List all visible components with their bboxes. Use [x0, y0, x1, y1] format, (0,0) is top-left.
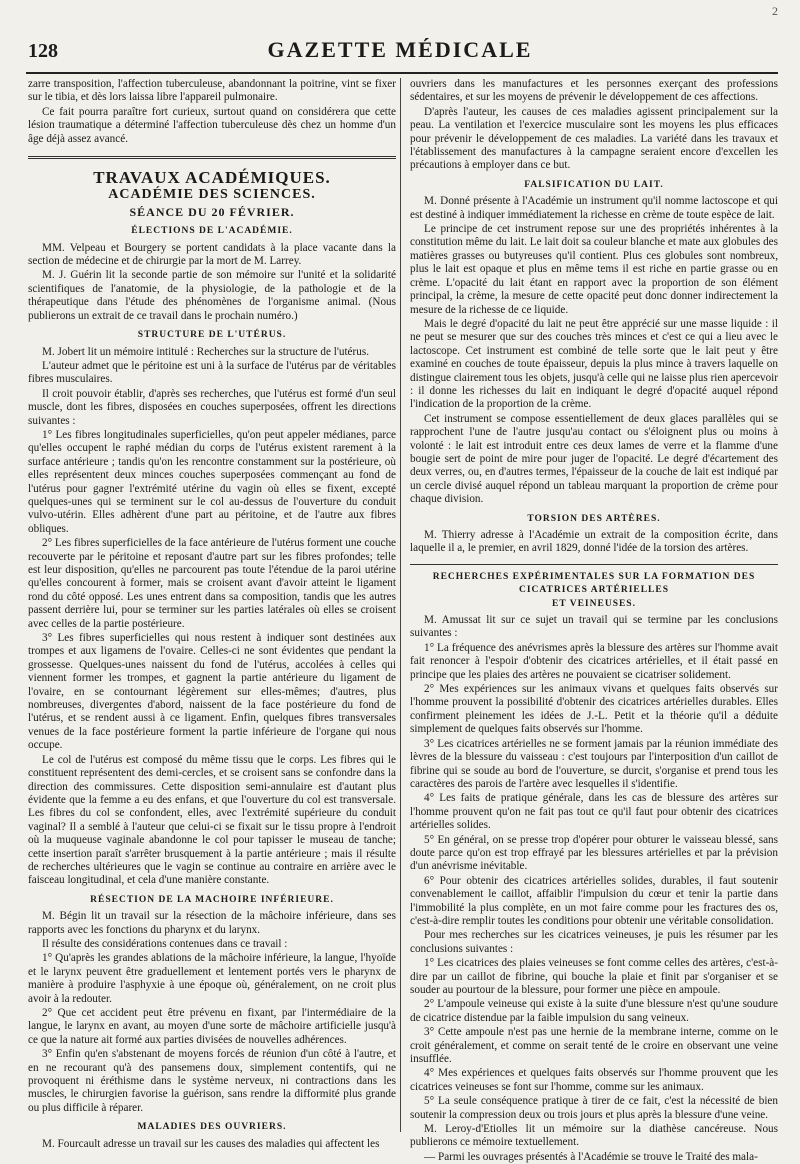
right-column [410, 78, 778, 1163]
paragraph: Cet instrument se compose essentiellement de deux glaces parallèles qui se rapprochent l'une de l'autre jusqu'au contact ou s'éloignent plus ou moins à volonté : le lait est introduit entre ces deux lames de verre et la flamme d'une bougie sert de point de mire pour juger de l'opacité. Le degré d'écartement des deux verres, ou, en d'autres termes, l'épaisseur de la couche de lait est indiqué par un cercle divisé auquel répond un tableau marquant la proportion de crème pour chaque division. [410, 412, 778, 506]
paragraph: 2° Que cet accident peut être prévenu en fixant, par l'intermédiaire de la langue, le larynx en avant, au moyen d'une sorte de mâchoire artificielle jusqu'à ce que la nature ait formé aux parties divisées de nouvelles adhérences. [28, 1007, 396, 1046]
section-divider [28, 156, 396, 159]
paragraph: 2° L'ampoule veineuse qui existe à la suite d'une blessure n'est qu'une soudure de cicatrice distendue par la faible impulsion du sang veineux. [410, 998, 778, 1024]
paragraph: M. Donné présente à l'Académie un instrument qu'il nomme lactoscope et qui est destiné à indiquer immédiatement la richesse en crème de toute espèce de lait. [410, 195, 778, 221]
paragraph: Mais le degré d'opacité du lait ne peut être apprécié sur une masse liquide : il ne peut se mesurer que sur des couches très minces et c'est ce qui a lieu avec le lactoscope. Cet instrument est combiné de telle sorte que le lait peut y être examiné en couches de toute épaisseur, depuis la plus mince à travers laquelle on distingue clairement tous les objets, jusqu'à celle qui ne laisse plus rien apercevoir : il donne les richesses du lait en indiquant le degré d'opacité auquel répond l'indication de la proportion de la crème. [410, 317, 778, 411]
subheading-uterus: STRUCTURE DE L'UTÉRUS. [137, 330, 287, 341]
paragraph: M. Jobert lit un mémoire intitulé : Recherches sur la structure de l'utérus. [42, 345, 369, 358]
left-column [28, 78, 396, 1150]
section-title: TRAVAUX ACADÉMIQUES. [93, 168, 331, 188]
paragraph: 4° Mes expériences et quelques faits observés sur l'homme prouvent que les cicatrices veineuses se font sur l'homme, comme sur les animaux. [410, 1067, 778, 1093]
paragraph: 6° Pour obtenir des cicatrices artérielles solides, durables, il faut soutenir convenablement le caillot, affaiblir l'impulsion du cœur et tenir la partie dans l'immobilité la plus complète, en un mot faire comme pour les fractures des os, c'est-à-dire remplir toutes les conditions pour obtenir une véritable consolidation. [410, 874, 778, 927]
paragraph: 1° Qu'après les grandes ablations de la mâchoire inférieure, la langue, l'hyoïde et le larynx peuvent être graduellement et lentement portés vers le pharynx de manière à produire l'asphyxie à une époque où, généralement, on ne croit plus avoir à la redouter. [28, 952, 396, 1005]
paragraph: 5° En général, on se presse trop d'opérer pour obturer le vaisseau blessé, sans doute parce qu'on est trop effrayé par les blessures artérielles et par la prévision d'un anévrisme inévitable. [410, 833, 778, 873]
paragraph: M. Bégin lit un travail sur la résection de la mâchoire inférieure, dans ses rapports avec les fonctions du pharynx et du larynx. [28, 910, 396, 936]
paragraph: 1° Les cicatrices des plaies veineuses se font comme celles des artères, c'est-à-dire par un caillot de fibrine, qui bouche la plaie et finit par s'organiser et se souder au pourtour de la blessure, pour former une pièce en ampoule. [410, 957, 778, 996]
subheading-recherches-2: ET VEINEUSES. [552, 598, 636, 609]
paragraph: M. Amussat lit sur ce sujet un travail qui se termine par les conclusions suivantes : [410, 614, 778, 640]
header-rule [26, 72, 778, 74]
paragraph: — Parmi les ouvrages présentés à l'Académie se trouve le Traité des mala- [424, 1150, 758, 1163]
paragraph: 4° Les faits de pratique générale, dans les cas de blessure des artères sur l'homme prouvent qu'on ne fait pas tout ce qu'il faut pour obtenir des cicatrices artérielles solides. [410, 792, 778, 832]
paragraph: Le col de l'utérus est composé du même tissu que le corps. Les fibres qui le constituent représentent des demi-cercles, et se croisent sans se confondre dans la direction des commissures. Cette disposition semi-annulaire est d'autant plus évidente que la femme a eu des enfans, et que l'ouverture du col est transversale. Les fibres du col se confondent, elles, avec l'extrémité supérieure du conduit vaginal? Il a semblé à l'auteur que celui-ci se fixait sur le tissu propre à l'endroit où la muqueuse vaginale abandonne le col pour tapisser le museau de tanche; cette insertion paraît s'arrêter brusquement à la partie antérieure ; mais il résulte de recherches ultérieures que le vagin se continue au contraire en arrière avec le faisceau longitudinal, et cela d'une manière constante. [28, 753, 396, 887]
paragraph: 3° Les fibres superficielles qui nous restent à indiquer sont destinées aux trompes et aux ligamens de l'ovaire. Celles-ci ne sont évidentes que pendant la grossesse. Quelques-unes naissent du fond de l'utérus, accolées à celles qui viennent former les trompes, et gagnent la partie antérieure du ligament de l'ovaire, en se contournant légèrement sur elles-mêmes; d'autres, plus nombreuses, divergentes d'abord, naissent de la face postérieure du fond de l'utérus, et se rendent aussi à ce ligament. Enfin, quelques fibres transversales venues de la face postérieure forment la partie inférieure de l'organe qui nous occupe. [28, 632, 396, 752]
paragraph: 2° Les fibres superficielles de la face antérieure de l'utérus forment une couche recouverte par le péritoine et reposant d'autre part sur les fibres profondes; telle est leur disposition, qu'elles ne parcourent pas toute l'étendue de la paroi utérine qu'elles concourent à former, mais se croisent avant d'avoir atteint le ligament rond du côté opposé. Les unes entrent dans sa composition, tandis que les autres passent derrière lui, pour se terminer sur les parties latérales où elles se croisent avec celles de la partie postérieure. [28, 537, 396, 630]
subheading-maladies: MALADIES DES OUVRIERS. [137, 1122, 287, 1133]
paragraph: Il croit pouvoir établir, d'après ses recherches, que l'utérus est formé d'un seul muscle, dont les fibres, disposées en couches superposées, offrent les directions suivantes : [28, 387, 396, 427]
paragraph: Le principe de cet instrument repose sur une des propriétés inhérentes à la constitution même du lait. Le lait doit sa couleur blanche et mate aux globules des matières grasses ou butyreuses qu'il contient. Plus ces globules sont nombreux, plus le lait est opaque et plus en même tems il est riche en partie grasse ou en crème. L'opacité du lait étant en rapport avec la proportion de son élément principal, la crème, la mesure de cette opacité peut donc donner indirectement la mesure de la richesse de ce liquide. [410, 223, 778, 316]
paragraph: M. Fourcault adresse un travail sur les causes des maladies qui affectent les [42, 1137, 380, 1150]
paragraph: zarre transposition, l'affection tuberculeuse, abandonnant la poitrine, vint se fixer sur le tibia, et dès lors laissa libre l'appareil pulmonaire. [28, 78, 396, 104]
paragraph: Pour mes recherches sur les cicatrices veineuses, je puis les résumer par les conclusions suivantes : [410, 929, 778, 955]
corner-mark: 2 [772, 4, 778, 18]
paragraph: L'auteur admet que le péritoine est uni à la surface de l'utérus par de véritables fibres musculaires. [28, 359, 396, 386]
paragraph: Il résulte des considérations contenues dans ce travail : [42, 937, 288, 950]
section-divider [410, 564, 778, 565]
paragraph: MM. Velpeau et Bourgery se portent candidats à la place vacante dans la section de médecine et de chirurgie par la mort de M. Larrey. [28, 241, 396, 268]
paragraph: M. Thierry adresse à l'Académie un extrait de la composition écrite, dans laquelle il a, le premier, en avril 1829, donné l'idée de la torsion des artères. [410, 529, 778, 555]
subheading-recherches: RECHERCHES EXPÉRIMENTALES SUR LA FORMATION DES CICATRICES ARTÉRIELLES [432, 571, 756, 596]
page-number: 128 [28, 40, 58, 62]
subheading-falsification: FALSIFICATION DU LAIT. [524, 179, 664, 190]
subheading-elections: ÉLECTIONS DE L'ACADÉMIE. [131, 226, 293, 237]
subheading-resection: RÉSECTION DE LA MACHOIRE INFÉRIEURE. [90, 894, 334, 905]
paragraph: Ce fait pourra paraître fort curieux, surtout quand on considérera que cette lésion traumatique a déterminé l'affection tuberculeuse dès chez un homme d'un âge déjà assez avancé. [28, 105, 396, 145]
paragraph: 3° Les cicatrices artérielles ne se forment jamais par la réunion immédiate des lèvres de la blessure du vaisseau : c'est toujours par l'interposition d'un caillot de fibrine qui se soude au bord de l'ouverture, se durcit, s'organise et prend tous les caractères des parois de l'artère avec lesquelles il s'identifie. [410, 737, 778, 790]
subheading-torsion: TORSION DES ARTÈRES. [527, 513, 661, 524]
paragraph: ouvriers dans les manufactures et les personnes exerçant des professions sédentaires, et sur les moyens de prévenir le développement de ces affections. [410, 78, 778, 104]
paragraph: D'après l'auteur, les causes de ces maladies agissent principalement sur la peau. La ventilation et l'exercice musculaire sont les moyens les plus efficaces pour prévenir le développement de ces maladies. La variété dans les travaux et l'établissement des manufactures à la campagne seraient encore d'excellen les précautions à employer dans ce but. [410, 105, 778, 172]
academy-title: ACADÉMIE DES SCIENCES. [108, 187, 316, 203]
paragraph: M. J. Guérin lit la seconde partie de son mémoire sur l'unité et la solidarité scientifiques de l'anatomie, de la physiologie, de la pathologie et de la thérapeutique dans l'étude des phénomènes de l'organisme animal. (Nous publierons un extrait de ce travail dans le prochain numéro.) [28, 269, 396, 322]
column-divider [400, 78, 401, 1132]
session-title: SÉANCE DU 20 FÉVRIER. [129, 204, 295, 219]
paragraph: M. Leroy-d'Etiolles lit un mémoire sur la diathèse cancéreuse. Nous publierons ce mémoire textuellement. [410, 1123, 778, 1149]
paragraph: 3° Cette ampoule n'est pas une hernie de la membrane interne, comme on le croit généralement, et comme on serait tenté de le croire en observant une veine insufflée. [410, 1026, 778, 1066]
masthead-title: GAZETTE MÉDICALE [267, 37, 533, 62]
paragraph: 3° Enfin qu'en s'abstenant de moyens forcés de réunion d'un côté à l'autre, et en ne recourant qu'à des pansemens doux, simplement contentifs, qui ne provoquent ni éréthisme dans le système nerveux, ni contractions dans les muscles, le chirurgien favorise la guérison, sans rendre la difformité plus grande ou plus difficile à réparer. [28, 1048, 396, 1114]
paragraph: 5° La seule conséquence pratique à tirer de ce fait, c'est la nécessité de bien soutenir la compression deux ou trois jours et plus après la blessure d'une veine. [410, 1095, 778, 1121]
paragraph: 1° Les fibres longitudinales superficielles, qu'on peut appeler médianes, parce qu'elles occupent le raphé médian du corps de l'utérus existent rarement à la surface antérieure ; tandis qu'on les rencontre constamment sur la postérieure, où elles représentent deux minces couches superposées commençant au fond de l'utérus pour gagner l'extrémité utérine du vagin où elles se fixent, excepté quelques-unes qui se terminent sur le col au-dessus de l'ouverture du conduit vulvo-utérin. Elles adhèrent d'une part au péritoine, et de l'autre aux fibres obliques. [28, 428, 396, 535]
paragraph: 1° La fréquence des anévrismes après la blessure des artères sur l'homme avait fait renoncer à l'espoir d'obtenir des cicatrices artérielles, et il était passé en principe que les plaies des artères ne pouvaient se cicatriser solidement. [410, 641, 778, 681]
paragraph: 2° Mes expériences sur les animaux vivans et quelques faits observés sur l'homme prouvent la possibilité d'obtenir des cicatrices artérielles durables. Elles confirment pleinement les idées de J.-L. Petit et la théorie qu'il a déduite simplement de quelques faits observés sur l'homme. [410, 683, 778, 736]
